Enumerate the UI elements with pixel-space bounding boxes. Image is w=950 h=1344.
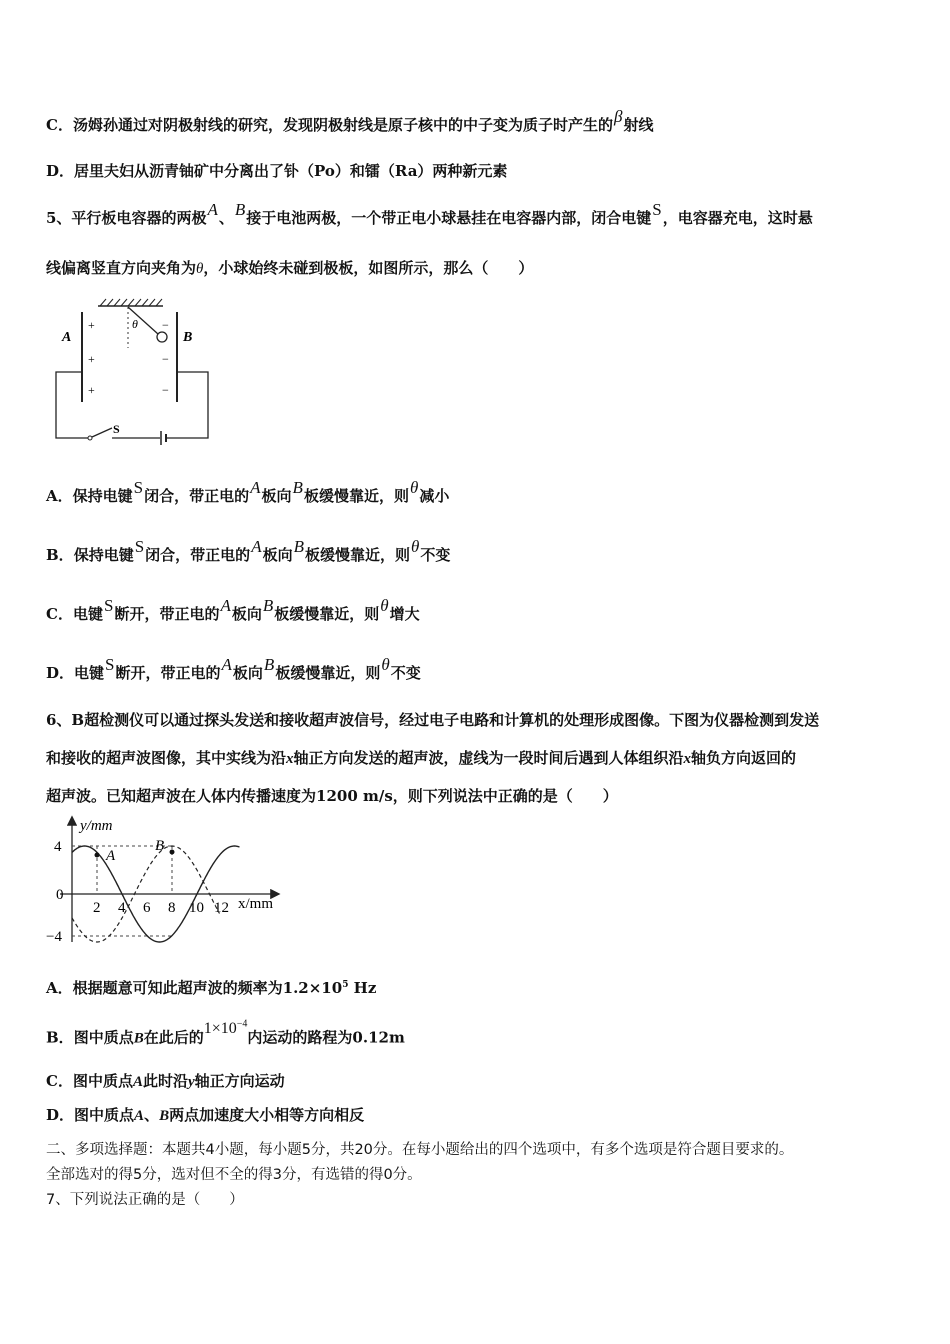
- option-text: 断开，带正电的: [115, 664, 221, 682]
- x-tick-label: 4: [118, 900, 126, 916]
- switch-lever: [92, 428, 112, 437]
- plate-a-symbol: A: [250, 478, 261, 497]
- stem-text: 接于电池两极，一个带正电小球悬挂在电容器内部，闭合电键: [246, 209, 652, 227]
- stem-text: 轴正方向发送的超声波，虚线为一段时间后遇到人体组织沿: [293, 749, 684, 767]
- y-tick-zero: 0: [56, 887, 64, 903]
- section-text: 全部选对的得5分，选对但不全的得3分，有选错的得0分。: [46, 1167, 422, 1183]
- q5-option-a: [46, 478, 450, 506]
- time-base: 1×10: [203, 1020, 237, 1038]
- theta-symbol: θ: [196, 261, 204, 277]
- option-text: 不变: [420, 546, 451, 564]
- stem-text: 和接收的超声波图像，其中实线为沿: [46, 749, 287, 767]
- y-tick-neg: −4: [46, 929, 62, 945]
- plate-b-symbol: B: [263, 655, 275, 674]
- option-label: B．: [46, 1028, 74, 1047]
- wire-left: [56, 372, 88, 438]
- q5-stem-line1: [46, 200, 813, 228]
- q6-option-c: [46, 1071, 285, 1092]
- q5-option-b: [46, 537, 451, 565]
- option-label: C．: [46, 605, 73, 623]
- plate-b-symbol: B: [292, 478, 303, 497]
- option-text: 板向: [231, 605, 262, 623]
- plus-sign: +: [88, 318, 95, 332]
- option-label: D．: [46, 1106, 75, 1124]
- point-a-symbol: A: [134, 1108, 145, 1124]
- option-label: A．: [46, 979, 73, 997]
- section-2-instructions-line2: [46, 1165, 422, 1185]
- option-text: 减小: [419, 487, 450, 505]
- x-tick-label: 2: [93, 900, 101, 916]
- stem-text: 、: [218, 209, 234, 227]
- option-text: 图中质点: [72, 1072, 133, 1090]
- switch-symbol: S: [103, 596, 114, 615]
- stem-text: 6、B超检测仪可以通过探头发送和接收超声波信号，经过电子电路和计算机的处理形成图像。下图为仪器检测到发送: [46, 711, 820, 729]
- option-label: A．: [46, 487, 73, 505]
- plate-a-symbol: A: [220, 596, 231, 615]
- q4-option-c: [46, 107, 654, 135]
- option-label: C．: [46, 116, 73, 134]
- option-text: 内运动的路程为0.12m: [247, 1028, 405, 1047]
- option-label: D．: [46, 664, 75, 682]
- q6-option-b: [46, 1019, 405, 1048]
- plate-a-symbol: A: [251, 537, 262, 556]
- time-exponent: −4: [236, 1019, 248, 1030]
- separator: 、: [144, 1106, 160, 1124]
- theta-symbol: θ: [409, 478, 419, 497]
- q5-option-d: [46, 655, 421, 683]
- plate-b-symbol: B: [234, 200, 246, 219]
- option-text: 板缓慢靠近，则: [303, 487, 409, 505]
- y-tick-pos: 4: [54, 839, 62, 855]
- q6-stem-line3: [46, 786, 618, 806]
- switch-symbol: S: [652, 200, 662, 219]
- q4-option-d: [46, 161, 507, 181]
- option-text: 不变: [390, 664, 421, 682]
- option-label: B．: [46, 546, 74, 564]
- option-text: 增大: [389, 605, 420, 623]
- switch-label: S: [113, 422, 120, 436]
- x-tick-label: 8: [168, 900, 176, 916]
- point-b-symbol: B: [133, 1030, 144, 1047]
- stem-text: 轴负方向返回的: [691, 749, 797, 767]
- theta-symbol: θ: [380, 596, 389, 615]
- option-text: 射线: [623, 116, 654, 134]
- point-a-label: A: [106, 848, 116, 864]
- option-text: 电键: [74, 664, 105, 682]
- option-text: 板向: [261, 487, 292, 505]
- plate-a-label: A: [62, 330, 72, 345]
- theta-symbol: θ: [411, 537, 420, 556]
- theta-symbol: θ: [381, 655, 390, 674]
- q6-stem-line1: [46, 710, 819, 730]
- minus-sign: −: [162, 352, 169, 366]
- q5-stem-line2: [46, 258, 533, 279]
- y-variable: y: [188, 1074, 195, 1090]
- plate-a-symbol: A: [221, 655, 232, 674]
- q7-stem: [46, 1190, 244, 1210]
- switch-terminal: [88, 436, 92, 440]
- stem-text: 线偏离竖直方向夹角为: [46, 259, 197, 277]
- capacitor-figure: [50, 290, 215, 445]
- exponent: 5: [342, 980, 349, 990]
- option-text: 图中质点: [74, 1106, 135, 1124]
- time-expression: [204, 1020, 248, 1037]
- wave-graph: [40, 810, 300, 950]
- stem-text: 7、下列说法正确的是（ ）: [46, 1192, 244, 1208]
- option-text: 居里夫妇从沥青铀矿中分离出了钋（Po）和镭（Ra）两种新元素: [74, 162, 508, 180]
- plate-b-symbol: B: [262, 596, 274, 615]
- option-text: 图中质点: [73, 1028, 134, 1047]
- plus-sign: +: [88, 383, 95, 397]
- stem-text: ，电容器充电，这时悬: [662, 209, 813, 227]
- option-label: C．: [46, 1072, 73, 1090]
- x-tick-label: 12: [214, 900, 229, 916]
- option-text: 电键: [72, 605, 103, 623]
- theta-label: θ: [132, 317, 138, 331]
- point-a-marker: [95, 853, 100, 858]
- x-variable: x: [286, 751, 294, 767]
- y-axis-label: y/mm: [80, 818, 113, 834]
- x-tick-label: 10: [189, 900, 204, 916]
- option-text: 汤姆孙通过对阴极射线的研究，发现阴极射线是原子核中的中子变为质子时产生的: [72, 116, 613, 134]
- switch-symbol: S: [105, 655, 115, 674]
- q6-option-d: [46, 1105, 364, 1126]
- x-variable: x: [683, 751, 692, 767]
- point-a-symbol: A: [132, 1074, 143, 1090]
- option-text: 断开，带正电的: [114, 605, 220, 623]
- option-text: 两点加速度大小相等方向相反: [169, 1106, 365, 1124]
- point-b-symbol: B: [159, 1108, 170, 1124]
- plate-b-symbol: B: [293, 537, 304, 556]
- plate-a-symbol: A: [207, 200, 218, 219]
- point-b-label: B: [155, 838, 165, 854]
- option-text: 保持电键: [73, 546, 134, 564]
- beta-symbol: β: [613, 107, 623, 126]
- option-text: 在此后的: [143, 1028, 204, 1047]
- stem-text: 5、平行板电容器的两极: [46, 209, 207, 227]
- q5-option-c: [46, 596, 420, 624]
- switch-symbol: S: [133, 478, 144, 497]
- q6-option-a: [46, 978, 376, 1001]
- option-text: 保持电键: [72, 487, 133, 505]
- option-text: 板缓慢靠近，则: [274, 605, 380, 623]
- ceiling-hatch: [100, 299, 162, 306]
- option-text: 根据题意可知此超声波的频率为1.2×10: [72, 979, 343, 997]
- stem-text: ，小球始终未碰到极板，如图所示，那么（ ）: [203, 259, 534, 277]
- x-axis-label: x/mm: [238, 896, 274, 912]
- switch-symbol: S: [134, 537, 145, 556]
- wire-right: [167, 372, 208, 438]
- section-text: 二、多项选择题：本题共4小题，每小题5分，共20分。在每小题给出的四个选项中，有多个选项是符合题目要求的。: [46, 1142, 794, 1158]
- option-text: 闭合，带正电的: [145, 546, 251, 564]
- option-text: 板缓慢靠近，则: [275, 664, 381, 682]
- x-tick-label: 6: [143, 900, 151, 916]
- plate-b-label: B: [183, 330, 193, 345]
- plus-sign: +: [88, 352, 95, 366]
- q6-stem-line2: [46, 748, 796, 769]
- stem-text: 超声波。已知超声波在人体内传播速度为1200 m/s，则下列说法中正确的是（ ）: [46, 787, 618, 805]
- option-text: 板向: [232, 664, 263, 682]
- charged-ball: [157, 332, 167, 342]
- point-b-marker: [170, 850, 175, 855]
- section-2-instructions-line1: [46, 1140, 793, 1160]
- unit-text: Hz: [348, 979, 377, 997]
- option-label: D．: [46, 162, 75, 180]
- option-text: 板向: [262, 546, 293, 564]
- option-text: 此时沿: [142, 1072, 188, 1090]
- minus-sign: −: [162, 318, 169, 332]
- option-text: 板缓慢靠近，则: [304, 546, 410, 564]
- option-text: 轴正方向运动: [194, 1072, 285, 1090]
- x-ticks: [93, 900, 229, 916]
- minus-sign: −: [162, 383, 169, 397]
- option-text: 闭合，带正电的: [144, 487, 250, 505]
